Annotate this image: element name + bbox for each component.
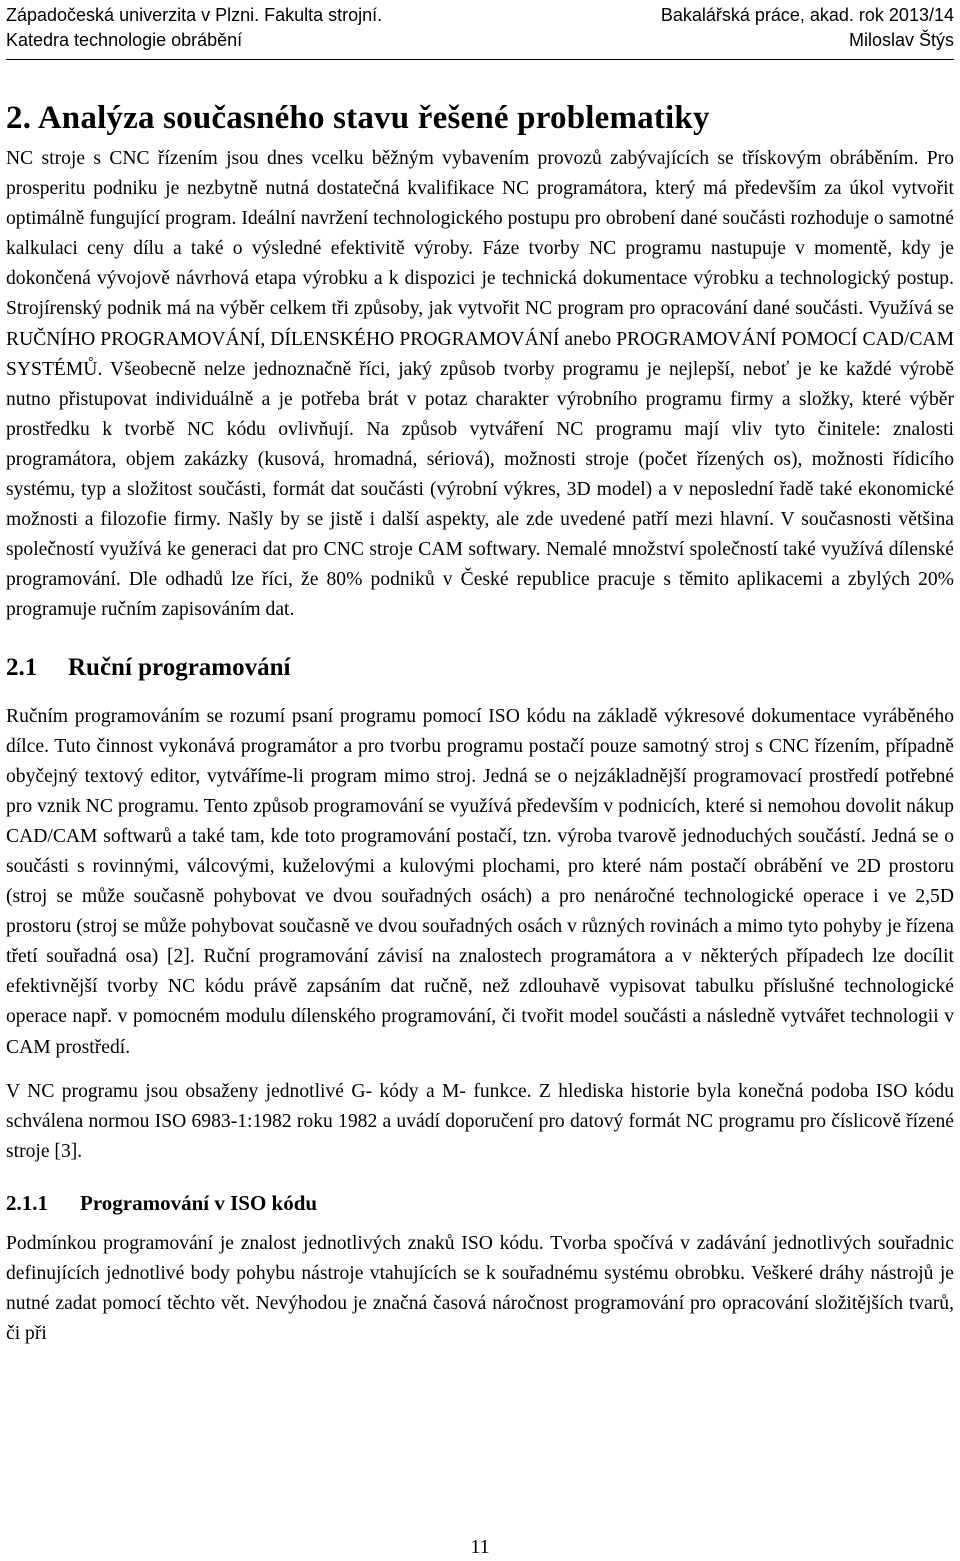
- page-number: 11: [470, 1536, 490, 1558]
- document-page: [6, 0, 954, 1561]
- header-thesis-type: Bakalářská práce, akad. rok 2013/14: [660, 5, 954, 25]
- subsection-title: Programování v ISO kódu: [80, 1190, 318, 1215]
- section-paragraph-1: Ručním programováním se rozumí psaní programu pomocí ISO kódu na základě výkresové dokumentace vyráběného dílce. Tuto činnost vykonává programátor a pro tvorbu programu postačí pouze samotný stroj s CNC řízením, případně obyčejný textový editor, vytváříme-li program mimo stroj. Jedná se o nejzákladnější programovací prostředí potřebné pro vznik NC programu. Tento způsob programování se využívá především v podnicích, které si nemohou dovolit nákup CAD/CAM softwarů a také tam, kde toto programování postačí, tzn. výroba tvarově jednoduchých součástí. Jedná se o součásti s rovinnými, válcovými, kuželovými a kulovými plochami, pro které nám postačí obrábění ve 2D prostoru (stroj se může současně pohybovat ve dvou souřadných osách) a pro nenáročné technologické operace i ve 2,5D prostoru (stroj se může pohybovat současně ve dvou souřadných osách v různých rovinách a mimo tyto pohyby je řízena třetí souřadná osa) [2]. Ruční programování závisí na znalostech programátora a v některých případech lze docílit efektivnější tvorby NC kódu právě zapsáním dat ručně, než zdlouhavě vypisovat tabulku příslušné technologické operace např. v pomocném modulu dílenského programování, či tvořit model součásti a následně vytvářet technologii v CAM prostředí.: [6, 705, 954, 1058]
- chapter-title: 2. Analýza současného stavu řešené problematiky: [6, 100, 710, 136]
- subsection-heading: [6, 1189, 954, 1217]
- section-title: Ruční programování: [68, 653, 291, 681]
- subsection-paragraph: Podmínkou programování je znalost jednotlivých znaků ISO kódu. Tvorba spočívá v zadávání jednotlivých souřadnic definujících jednotlivé body pohybu nástroje vtahujících se k souřadnému systému obrobku. Veškeré dráhy nástrojů je nutné zadat pomocí těchto vět. Nevýhodou je značná časová náročnost programování pro opracování složitějších tvarů, či při: [6, 1232, 954, 1345]
- chapter-intro-paragraph: NC stroje s CNC řízením jsou dnes vcelku běžným vybavením provozů zabývajících se třískovým obráběním. Pro prosperitu podniku je nezbytně nutná dostatečná kvalifikace NC programátora, který má především za úkol vytvořit optimálně fungující program. Ideální navržení technologického postupu pro obrobení dané součásti rozhoduje o samotné kalkulaci ceny dílu a také o výsledné efektivitě výroby. Fáze tvorby NC programu nastupuje v momentě, kdy je dokončená vývojově návrhová etapa výrobku a k dispozici je technická dokumentace výrobku a technologický postup. Strojírenský podnik má na výběr celkem tři způsoby, jak vytvořit NC program pro opracování dané součásti. Využívá se RUČNÍHO PROGRAMOVÁNÍ, DÍLENSKÉHO PROGRAMOVÁNÍ anebo PROGRAMOVÁNÍ POMOCÍ CAD/CAM SYSTÉMŮ. Všeobecně nelze jednoznačně říci, jaký způsob tvorby programu je nejlepší, neboť je ke každé výrobě nutno přistupovat individuálně a je potřeba brát v potaz charakter výrobního programu firmy a složky, které výběr prostředku k tvorbě NC kódu ovlivňují. Na způsob vytváření NC programu mají vliv tyto činitele: znalosti programátora, objem zakázky (kusová, hromadná, sériová), možnosti stroje (počet řízených os), možnosti řídicího systému, typ a složitost součásti, formát dat součásti (výrobní výkres, 3D model) a v neposlední řadě také ekonomické možnosti a filozofie firmy. Našly by se jistě i další aspekty, ale zde uvedené patří mezi hlavní. V současnosti většina společností využívá ke generaci dat pro CNC stroje CAM softwary. Nemalé množství společností také využívá dílenské programování. Dle odhadů lze říci, že 80% podniků v České republice pracuje s těmito aplikacemi a zbylých 20% programuje ručním zapisováním dat.: [6, 148, 954, 621]
- header-row-1: [6, 3, 954, 28]
- section-heading: [6, 652, 954, 684]
- running-header: [6, 0, 954, 60]
- header-department: Katedra technologie obrábění: [6, 30, 243, 50]
- header-university: Západočeská univerzita v Plzni. Fakulta strojní.: [6, 5, 383, 25]
- header-author: Miloslav Štýs: [848, 30, 954, 50]
- header-row-2: [6, 28, 954, 53]
- section-number: 2.1: [6, 653, 38, 681]
- subsection-number: 2.1.1: [6, 1190, 48, 1215]
- section-paragraph-2: V NC programu jsou obsaženy jednotlivé G- kódy a M- funkce. Z hlediska historie byla konečná podoba ISO kódu schválena normou ISO 6983-1:1982 roku 1982 a uvádí doporučení pro datový formát NC programu pro číslicově řízené stroje [3].: [6, 1080, 954, 1162]
